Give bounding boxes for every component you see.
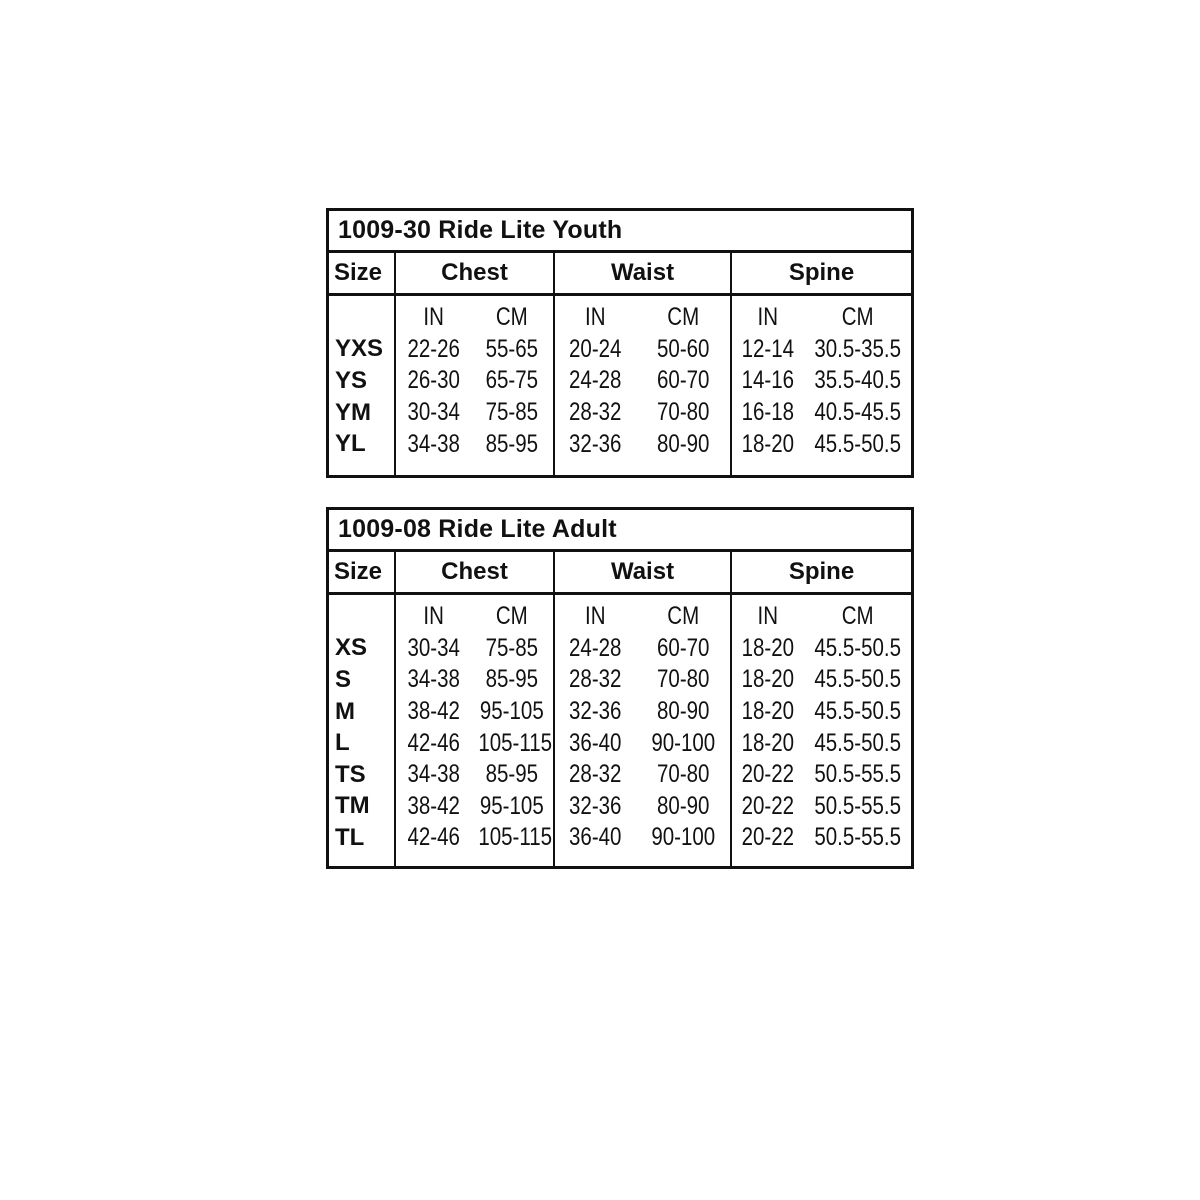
spine-unit-row (732, 302, 911, 334)
spine-cm-value: 50.5-55.5 (813, 791, 901, 820)
adult-table-body (329, 595, 911, 866)
waist-column-header: Waist (555, 253, 732, 293)
size-label: TS (335, 760, 366, 788)
spine-cm-value: 50.5-55.5 (813, 760, 901, 789)
spine-column (732, 595, 911, 866)
chest-cm-value: 75-85 (485, 633, 539, 662)
spine-cm-value: 45.5-50.5 (813, 633, 901, 662)
adult-chart-title: 1009-08 Ride Lite Adult (329, 510, 911, 552)
table-row (732, 397, 911, 429)
waist-column (555, 595, 732, 866)
spine-cm-value: 45.5-50.5 (813, 697, 901, 726)
waist-cm-value: 70-80 (656, 665, 709, 694)
table-row (732, 633, 911, 665)
table-row (732, 365, 911, 397)
table-row (555, 365, 730, 397)
chest-cm-value: 85-95 (485, 760, 539, 789)
waist-inch-value: 28-32 (569, 760, 622, 789)
chest-cm-unit: CM (496, 303, 529, 332)
table-row (732, 334, 911, 366)
waist-cm-value: 50-60 (656, 334, 709, 363)
size-column (329, 296, 396, 475)
waist-inch-value: 28-32 (569, 665, 622, 694)
spine-cm-value: 30.5-35.5 (813, 334, 901, 363)
chest-cm-value: 105-115 (478, 823, 553, 852)
table-row (555, 759, 730, 791)
chest-column-header: Chest (396, 253, 555, 293)
chest-inch-value: 42-46 (407, 728, 460, 757)
waist-inch-value: 36-40 (569, 728, 622, 757)
size-label: M (335, 697, 355, 725)
chest-inch-value: 34-38 (407, 665, 460, 694)
chest-cm-value: 95-105 (480, 697, 545, 726)
table-row (732, 664, 911, 696)
chest-inch-value: 26-30 (407, 366, 460, 395)
waist-column (555, 296, 732, 475)
waist-cm-value: 60-70 (656, 366, 709, 395)
spine-inch-unit: IN (757, 602, 779, 631)
spine-inch-value: 18-20 (741, 665, 795, 694)
chest-cm-value: 105-115 (478, 728, 553, 757)
waist-inch-unit: IN (585, 602, 606, 631)
chest-unit-row (396, 302, 553, 334)
spine-cm-value: 40.5-45.5 (813, 398, 901, 427)
waist-unit-row (555, 302, 730, 334)
chest-column (396, 595, 555, 866)
chest-inch-value: 22-26 (407, 334, 460, 363)
chest-unit-row (396, 601, 553, 633)
spine-cm-unit: CM (841, 303, 874, 332)
chest-inch-value: 34-38 (407, 429, 460, 458)
table-row (396, 633, 553, 665)
waist-unit-row (555, 601, 730, 633)
waist-cm-unit: CM (666, 602, 699, 631)
spine-inch-value: 18-20 (741, 728, 795, 757)
size-label: YS (335, 366, 368, 394)
size-label: YXS (335, 335, 384, 363)
unit-spacer (329, 302, 394, 334)
chest-column (396, 296, 555, 475)
table-row (555, 822, 730, 854)
table-row (732, 428, 911, 460)
chest-cm-value: 85-95 (485, 429, 539, 458)
table-row (732, 759, 911, 791)
table-row (396, 696, 553, 728)
spine-inch-value: 18-20 (741, 697, 795, 726)
table-row (396, 397, 553, 429)
table-row (396, 664, 553, 696)
waist-cm-value: 90-100 (650, 823, 715, 852)
waist-inch-value: 24-28 (569, 366, 622, 395)
size-label: S (335, 665, 352, 693)
table-row (555, 696, 730, 728)
table-row (396, 727, 553, 759)
spine-cm-value: 45.5-50.5 (813, 665, 901, 694)
table-row (732, 696, 911, 728)
size-label: YL (335, 430, 366, 458)
spine-inch-unit: IN (757, 303, 779, 332)
table-row (555, 334, 730, 366)
chest-inch-value: 38-42 (407, 791, 460, 820)
table-row (555, 791, 730, 823)
spine-inch-value: 12-14 (741, 334, 795, 363)
waist-cm-value: 70-80 (656, 760, 709, 789)
waist-cm-value: 80-90 (656, 697, 709, 726)
adult-header-row (329, 552, 911, 595)
chest-inch-value: 38-42 (407, 697, 460, 726)
chest-cm-value: 55-65 (485, 334, 539, 363)
table-row (396, 334, 553, 366)
youth-chart-title: 1009-30 Ride Lite Youth (329, 211, 911, 253)
spine-inch-value: 18-20 (741, 429, 795, 458)
table-row (396, 365, 553, 397)
table-row (732, 727, 911, 759)
chest-inch-value: 30-34 (407, 633, 460, 662)
chest-cm-unit: CM (496, 602, 529, 631)
waist-inch-unit: IN (585, 303, 606, 332)
size-label: TL (335, 823, 365, 851)
spine-cm-unit: CM (841, 602, 874, 631)
size-label: TM (335, 792, 370, 820)
waist-inch-value: 20-24 (569, 334, 622, 363)
chest-cm-value: 65-75 (485, 366, 539, 395)
spine-column-header: Spine (788, 558, 855, 585)
table-row (732, 791, 911, 823)
spine-column-header: Spine (788, 259, 855, 286)
table-row (396, 759, 553, 791)
size-label: YM (335, 398, 371, 426)
waist-column-header: Waist (555, 552, 732, 592)
youth-header-row (329, 253, 911, 296)
spine-unit-row (732, 601, 911, 633)
table-row (732, 822, 911, 854)
table-row (555, 664, 730, 696)
size-column-header: Size (329, 253, 396, 293)
chest-inch-value: 30-34 (407, 398, 460, 427)
chest-inch-value: 42-46 (407, 823, 460, 852)
waist-inch-value: 32-36 (569, 697, 622, 726)
waist-inch-value: 32-36 (569, 791, 622, 820)
chest-cm-value: 75-85 (485, 398, 539, 427)
spine-column (732, 296, 911, 475)
table-row (555, 397, 730, 429)
chest-inch-value: 34-38 (407, 760, 460, 789)
unit-spacer (329, 601, 394, 633)
chest-column-header: Chest (396, 552, 555, 592)
youth-size-chart (326, 208, 914, 478)
spine-inch-value: 20-22 (741, 823, 795, 852)
spine-inch-value: 20-22 (741, 760, 795, 789)
waist-inch-value: 32-36 (569, 429, 622, 458)
waist-inch-value: 24-28 (569, 633, 622, 662)
table-row (396, 428, 553, 460)
spine-cm-value: 35.5-40.5 (813, 366, 901, 395)
size-label: L (335, 729, 350, 757)
chest-cm-value: 95-105 (480, 791, 545, 820)
table-row (555, 633, 730, 665)
waist-cm-unit: CM (666, 303, 699, 332)
waist-inch-value: 28-32 (569, 398, 622, 427)
waist-inch-value: 36-40 (569, 823, 622, 852)
table-row (396, 791, 553, 823)
adult-size-chart (326, 507, 914, 869)
waist-cm-value: 90-100 (650, 728, 715, 757)
chest-inch-unit: IN (423, 303, 444, 332)
table-row (555, 727, 730, 759)
size-column-header: Size (329, 552, 396, 592)
spine-cm-value: 45.5-50.5 (813, 429, 901, 458)
spine-cm-value: 50.5-55.5 (813, 823, 901, 852)
chest-cm-value: 85-95 (485, 665, 539, 694)
spine-cm-value: 45.5-50.5 (813, 728, 901, 757)
size-column (329, 595, 396, 866)
spine-inch-value: 18-20 (741, 633, 795, 662)
table-row (555, 428, 730, 460)
spine-inch-value: 20-22 (741, 791, 795, 820)
spine-inch-value: 14-16 (741, 366, 795, 395)
waist-cm-value: 70-80 (656, 398, 709, 427)
waist-cm-value: 80-90 (656, 429, 709, 458)
spine-inch-value: 16-18 (741, 398, 795, 427)
youth-table-body (329, 296, 911, 475)
waist-cm-value: 60-70 (656, 633, 709, 662)
table-row (396, 822, 553, 854)
waist-cm-value: 80-90 (656, 791, 709, 820)
chest-inch-unit: IN (423, 602, 444, 631)
size-label: XS (335, 634, 368, 662)
